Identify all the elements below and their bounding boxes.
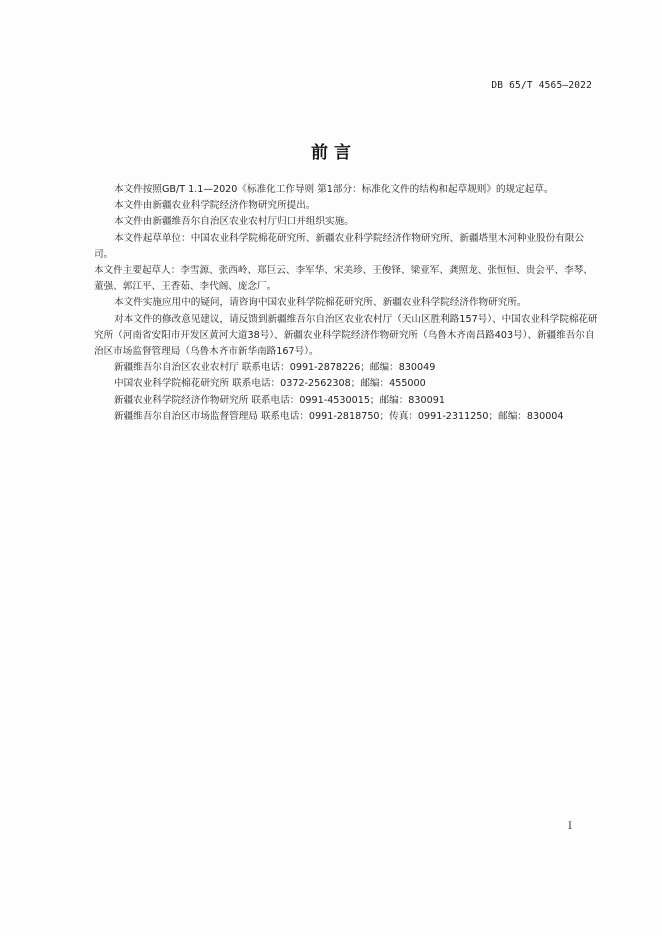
paragraph-proposer: 本文件由新疆农业科学院经济作物研究所提出。 [114,200,316,212]
contact-line: 新疆农业科学院经济作物研究所 联系电话：0991-4530015；邮编：830091 [114,394,445,406]
paragraph-feedback: 对本文件的修改意见建议，请反馈到新疆维吾尔自治区农业农村厅（天山区胜利路157号）、中国农业科学院棉花研究所（河南省安阳市开发区黄河大道38号）、新疆农业科学院经济作物研究所（乌鲁木齐南昌路403号）、新疆维吾尔自治区市场监督管理局（乌鲁木齐市新华南路167号）。 [94,313,598,358]
paragraph-drafting-units: 本文件起草单位：中国农业科学院棉花研究所、新疆农业科学院经济作物研究所、新疆塔里木河种业股份有限公司。 [94,232,585,260]
page-number: I [568,821,572,832]
standard-code: DB 65/T 4565—2022 [491,80,592,91]
page-title: 前 言 [311,143,351,163]
contact-line: 中国农业科学院棉花研究所 联系电话：0372-2562308；邮编：455000 [114,378,426,390]
contact-line: 新疆维吾尔自治区市场监督管理局 联系电话：0991-2818750；传真：0991-2311250；邮编：830004 [114,410,564,422]
paragraph-drafters: 本文件主要起草人：李雪源、张西岭、郑巨云、李军华、宋美珍、王俊铎、梁亚军、龚照龙、张恒恒、贵会平、李琴、董强、郭江平、王香茹、李代阁、庞念厂。 [94,265,593,293]
foreword-body [94,182,598,425]
paragraph-administrator: 本文件由新疆维吾尔自治区农业农村厅归口并组织实施。 [114,216,354,228]
contact-line: 新疆维吾尔自治区农业农村厅 联系电话：0991-2878226；邮编：830049 [114,362,436,374]
paragraph-drafting-rules: 本文件按照GB/T 1.1—2020《标准化工作导则 第1部分：标准化文件的结构和起草规则》的规定起草。 [114,184,554,195]
paragraph-inquiry: 本文件实施应用中的疑问，请咨询中国农业科学院棉花研究所、新疆农业科学院经济作物研究所。 [114,297,527,309]
